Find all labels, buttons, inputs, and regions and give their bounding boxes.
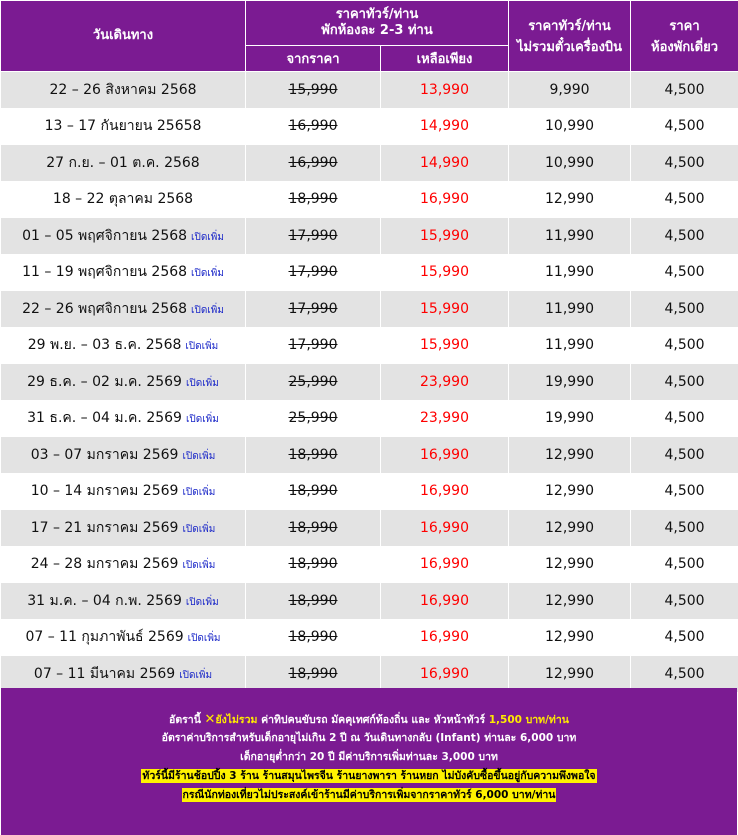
header-no-ticket-line2: ไม่รวมตั๋วเครื่องบิน (516, 40, 623, 55)
note-line1-c: ค่าทิปคนขับรถ มัคคุเทศก์ท้องถิ่น และ หัวหน้าทัวร์ (261, 714, 486, 726)
single-room-cell: 4,500 (631, 218, 738, 255)
note-line-3: เด็กอายุต่ำกว่า 20 ปี มีค่าบริการเพิ่มท่านละ 3,000 บาท (240, 751, 498, 763)
from-price-cell: 25,990 (246, 364, 381, 401)
note-line1-a: อัตรานี้ (169, 714, 201, 726)
note-line-4 (1, 767, 737, 786)
from-price-cell: 25,990 (246, 400, 381, 437)
date-cell (1, 400, 246, 437)
table-row (1, 400, 738, 437)
remaining-price-cell: 16,990 (381, 510, 509, 547)
note-line-5 (1, 786, 737, 805)
date-cell (1, 254, 246, 291)
new-round-badge: เปิดเพิ่ม (185, 414, 219, 426)
no-ticket-price-cell: 11,990 (509, 291, 631, 328)
no-ticket-price-cell: 11,990 (509, 327, 631, 364)
new-round-badge: เปิดเพิ่ม (182, 450, 216, 462)
new-round-badge: เปิดเพิ่ม (191, 268, 224, 280)
from-price-cell: 18,990 (246, 437, 381, 474)
remaining-price-cell: 14,990 (381, 108, 509, 145)
date-cell (1, 145, 246, 182)
remaining-price-cell: 15,990 (381, 254, 509, 291)
from-price-cell: 18,990 (246, 510, 381, 547)
new-round-badge: เปิดเพิ่ม (191, 231, 224, 243)
note-line-1 (1, 710, 737, 729)
header-date: วันเดินทาง (1, 1, 246, 72)
remaining-price-cell: 14,990 (381, 145, 509, 182)
date-cell (1, 510, 246, 547)
date-text: 22 – 26 สิงหาคม 2568 (49, 81, 197, 98)
date-cell (1, 656, 246, 693)
from-price-cell: 17,990 (246, 254, 381, 291)
date-text: 07 – 11 มีนาคม 2569 (33, 665, 176, 682)
table-row (1, 108, 738, 145)
remaining-price-cell: 16,990 (381, 473, 509, 510)
header-remaining: เหลือเพียง (381, 46, 509, 72)
header-price-main (246, 1, 509, 46)
date-text: 01 – 05 พฤศจิกายน 2568 (22, 227, 188, 244)
table-row (1, 181, 738, 218)
no-ticket-price-cell: 11,990 (509, 218, 631, 255)
table-row (1, 254, 738, 291)
new-round-badge: เปิดเพิ่ม (191, 304, 224, 316)
date-text: 29 พ.ย. – 03 ธ.ค. 2568 (27, 337, 182, 354)
date-cell (1, 291, 246, 328)
table-row (1, 619, 738, 656)
table-row (1, 583, 738, 620)
date-text: 22 – 26 พฤศจิกายน 2568 (22, 300, 188, 317)
no-ticket-price-cell: 12,990 (509, 437, 631, 474)
header-from-price: จากราคา (246, 46, 381, 72)
no-ticket-price-cell: 10,990 (509, 145, 631, 182)
date-text: 29 ธ.ค. – 02 ม.ค. 2569 (27, 373, 182, 390)
date-text: 31 ธ.ค. – 04 ม.ค. 2569 (27, 410, 182, 427)
single-room-cell: 4,500 (631, 510, 738, 547)
note-tip-amount: 1,500 บาท/ท่าน (488, 714, 569, 726)
new-round-badge: เปิดเพิ่ม (185, 341, 219, 353)
remaining-price-cell: 15,990 (381, 218, 509, 255)
date-cell (1, 108, 246, 145)
from-price-cell: 18,990 (246, 473, 381, 510)
remaining-price-cell: 15,990 (381, 327, 509, 364)
from-price-cell: 16,990 (246, 108, 381, 145)
conditions-panel (1, 688, 737, 835)
new-round-badge: เปิดเพิ่ม (185, 596, 219, 608)
date-cell (1, 437, 246, 474)
single-room-cell: 4,500 (631, 400, 738, 437)
single-room-cell: 4,500 (631, 473, 738, 510)
from-price-cell: 18,990 (246, 656, 381, 693)
single-room-cell: 4,500 (631, 546, 738, 583)
no-ticket-price-cell: 9,990 (509, 72, 631, 109)
date-text: 27 ก.ย. – 01 ต.ค. 2568 (46, 154, 200, 171)
cross-icon: ✕ (204, 712, 216, 727)
single-room-cell: 4,500 (631, 181, 738, 218)
date-cell (1, 72, 246, 109)
date-cell (1, 218, 246, 255)
table-row (1, 546, 738, 583)
table-row (1, 473, 738, 510)
remaining-price-cell: 16,990 (381, 437, 509, 474)
date-text: 31 ม.ค. – 04 ก.พ. 2569 (27, 592, 182, 609)
from-price-cell: 17,990 (246, 327, 381, 364)
new-round-badge: เปิดเพิ่ม (182, 523, 216, 535)
from-price-cell: 18,990 (246, 583, 381, 620)
header-price-main-line1: ราคาทัวร์/ท่าน (335, 7, 419, 22)
no-ticket-price-cell: 12,990 (509, 181, 631, 218)
note-shopping-fee: กรณีนักท่องเที่ยวไม่ประสงค์เข้าร้านมีค่าบริการเพิ่มจากราคาทัวร์ 6,000 บาท/ท่าน (182, 789, 556, 801)
table-row (1, 364, 738, 401)
single-room-cell: 4,500 (631, 254, 738, 291)
table-row (1, 145, 738, 182)
from-price-cell: 18,990 (246, 181, 381, 218)
new-round-badge: เปิดเพิ่ม (179, 669, 213, 681)
from-price-cell: 18,990 (246, 546, 381, 583)
remaining-price-cell: 16,990 (381, 181, 509, 218)
date-text: 07 – 11 กุมภาพันธ์ 2569 (25, 629, 184, 646)
date-cell (1, 473, 246, 510)
date-text: 03 – 07 มกราคม 2569 (30, 446, 179, 463)
header-single-line2: ห้องพักเดี่ยว (651, 40, 718, 55)
table-row (1, 656, 738, 693)
table-row (1, 291, 738, 328)
from-price-cell: 16,990 (246, 145, 381, 182)
no-ticket-price-cell: 12,990 (509, 619, 631, 656)
note-not-included: ยังไม่รวม (215, 714, 258, 726)
remaining-price-cell: 16,990 (381, 656, 509, 693)
from-price-cell: 18,990 (246, 619, 381, 656)
remaining-price-cell: 23,990 (381, 400, 509, 437)
header-single-room (631, 1, 738, 72)
date-cell (1, 364, 246, 401)
remaining-price-cell: 16,990 (381, 583, 509, 620)
no-ticket-price-cell: 12,990 (509, 546, 631, 583)
date-text: 13 – 17 กันยายน 25658 (44, 118, 202, 135)
from-price-cell: 17,990 (246, 291, 381, 328)
date-cell (1, 619, 246, 656)
single-room-cell: 4,500 (631, 583, 738, 620)
date-text: 17 – 21 มกราคม 2569 (30, 519, 179, 536)
remaining-price-cell: 16,990 (381, 619, 509, 656)
single-room-cell: 4,500 (631, 291, 738, 328)
date-text: 18 – 22 ตุลาคม 2568 (52, 191, 194, 208)
header-no-ticket (509, 1, 631, 72)
no-ticket-price-cell: 11,990 (509, 254, 631, 291)
no-ticket-price-cell: 12,990 (509, 473, 631, 510)
date-cell (1, 583, 246, 620)
from-price-cell: 17,990 (246, 218, 381, 255)
remaining-price-cell: 15,990 (381, 291, 509, 328)
remaining-price-cell: 23,990 (381, 364, 509, 401)
note-shopping: ทัวร์นี้มีร้านช้อปปิ้ง 3 ร้าน ร้านสมุนไพรจีน ร้านยางพารา ร้านหยก ไม่บังคับซื้อขึ้นอยู่กับความพึงพอใจ (142, 770, 596, 782)
date-cell (1, 327, 246, 364)
price-rows (1, 72, 738, 693)
date-text: 11 – 19 พฤศจิกายน 2568 (22, 264, 188, 281)
no-ticket-price-cell: 19,990 (509, 400, 631, 437)
date-cell (1, 546, 246, 583)
new-round-badge: เปิดเพิ่ม (185, 377, 219, 389)
date-text: 24 – 28 มกราคม 2569 (30, 556, 179, 573)
single-room-cell: 4,500 (631, 145, 738, 182)
header-single-line1: ราคา (669, 19, 700, 34)
table-row (1, 437, 738, 474)
new-round-badge: เปิดเพิ่ม (182, 487, 216, 499)
header-no-ticket-line1: ราคาทัวร์/ท่าน (528, 19, 611, 34)
single-room-cell: 4,500 (631, 108, 738, 145)
from-price-cell: 15,990 (246, 72, 381, 109)
date-text: 10 – 14 มกราคม 2569 (30, 483, 179, 500)
single-room-cell: 4,500 (631, 619, 738, 656)
table-row (1, 327, 738, 364)
table-row (1, 72, 738, 109)
date-cell (1, 181, 246, 218)
note-line-2: อัตราค่าบริการสำหรับเด็กอายุไม่เกิน 2 ปี ณ วันเดินทางกลับ (Infant) ท่านละ 6,000 บาท (161, 732, 577, 744)
new-round-badge: เปิดเพิ่ม (187, 633, 221, 645)
no-ticket-price-cell: 12,990 (509, 656, 631, 693)
no-ticket-price-cell: 12,990 (509, 510, 631, 547)
single-room-cell: 4,500 (631, 656, 738, 693)
no-ticket-price-cell: 10,990 (509, 108, 631, 145)
remaining-price-cell: 13,990 (381, 72, 509, 109)
single-room-cell: 4,500 (631, 72, 738, 109)
table-row (1, 510, 738, 547)
new-round-badge: เปิดเพิ่ม (182, 560, 216, 572)
single-room-cell: 4,500 (631, 327, 738, 364)
single-room-cell: 4,500 (631, 437, 738, 474)
no-ticket-price-cell: 19,990 (509, 364, 631, 401)
single-room-cell: 4,500 (631, 364, 738, 401)
no-ticket-price-cell: 12,990 (509, 583, 631, 620)
remaining-price-cell: 16,990 (381, 546, 509, 583)
header-price-main-line2: พักห้องละ 2-3 ท่าน (321, 23, 433, 38)
table-row (1, 218, 738, 255)
